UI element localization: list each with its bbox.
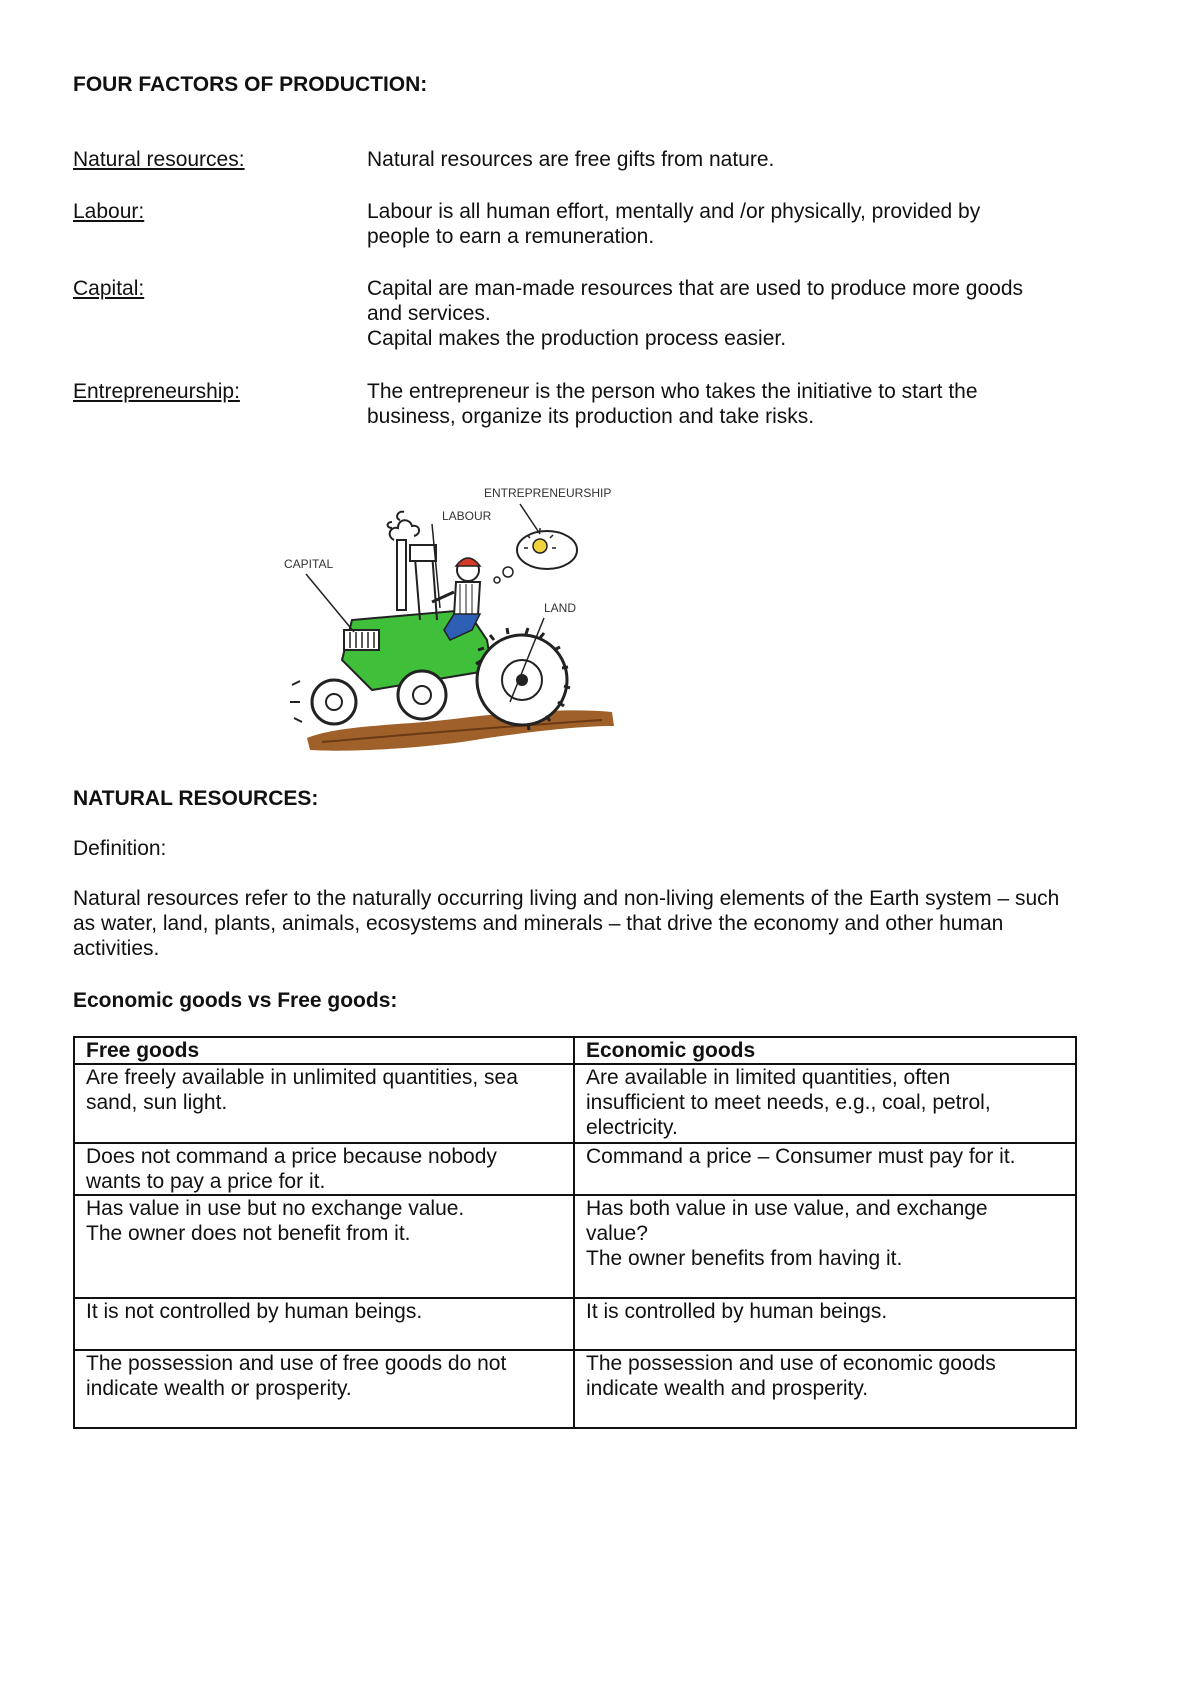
cell-line: wants to pay a price for it. — [86, 1170, 326, 1193]
natural-resources-heading: NATURAL RESOURCES: — [73, 787, 319, 810]
factor-term-natural-resources: Natural resources: — [73, 148, 245, 171]
cell-line: insufficient to meet needs, e.g., coal, petrol, — [586, 1091, 991, 1114]
cell-line: Has both value in use value, and exchange — [586, 1197, 988, 1220]
free-goods-cell — [74, 1064, 574, 1143]
factors-of-production-illustration — [282, 480, 622, 760]
factor-definition-entrepreneurship — [367, 379, 1087, 429]
economic-goods-cell — [574, 1143, 1076, 1195]
tractor-seat-frame — [412, 552, 437, 620]
tractor-front-wheel-hub — [326, 694, 342, 710]
cell-line: The possession and use of economic goods — [586, 1352, 996, 1375]
cell-line: Are available in limited quantities, often — [586, 1066, 951, 1089]
definition-line: Capital makes the production process easier. — [367, 327, 787, 350]
definition-line: Natural resources are free gifts from nature. — [367, 148, 775, 171]
cell-line: indicate wealth and prosperity. — [586, 1377, 869, 1400]
table-row — [74, 1143, 1076, 1195]
cell-line: The owner benefits from having it. — [586, 1247, 903, 1270]
definition-line: Capital are man-made resources that are used to produce more goods — [367, 277, 1024, 300]
definition-line: as water, land, plants, animals, ecosystems and minerals – that drive the economy and other human — [73, 912, 1004, 935]
table-row — [74, 1350, 1076, 1428]
capital-arrow — [306, 574, 354, 632]
thought-bubble-dot — [503, 567, 513, 577]
definition-line: Labour is all human effort, mentally and /or physically, provided by — [367, 200, 981, 223]
factor-term-entrepreneurship: Entrepreneurship: — [73, 380, 240, 403]
definition-line: activities. — [73, 937, 160, 960]
cell-line: Does not command a price because nobody — [86, 1145, 497, 1168]
label-entrepreneurship: ENTREPRENEURSHIP — [484, 486, 612, 500]
comparison-heading: Economic goods vs Free goods: — [73, 989, 398, 1012]
tractor-small-wheel-hub — [413, 686, 431, 704]
column-header-free-goods: Free goods — [74, 1037, 574, 1064]
factor-term-capital: Capital: — [73, 277, 145, 300]
thought-bubble — [517, 531, 577, 569]
cell-line: Has value in use but no exchange value. — [86, 1197, 465, 1220]
definition-label: Definition: — [73, 837, 167, 860]
label-capital: CAPITAL — [284, 557, 334, 571]
smoke-puffs — [388, 512, 420, 540]
goods-comparison-table — [73, 1036, 1077, 1429]
factor-definition-capital — [367, 276, 1087, 351]
table-row — [74, 1195, 1076, 1298]
cell-line: indicate wealth or prosperity. — [86, 1377, 352, 1400]
exhaust-pipe — [397, 540, 406, 610]
table-row — [74, 1064, 1076, 1143]
cell-line: electricity. — [586, 1116, 678, 1139]
economic-goods-cell — [574, 1064, 1076, 1143]
column-header-economic-goods: Economic goods — [574, 1037, 1076, 1064]
definition-line: people to earn a remuneration. — [367, 225, 655, 248]
cell-line: value? — [586, 1222, 648, 1245]
lightbulb-icon — [533, 539, 547, 553]
free-goods-cell — [74, 1195, 574, 1298]
cell-line: The owner does not benefit from it. — [86, 1222, 411, 1245]
motion-lines — [290, 681, 302, 722]
label-land: LAND — [544, 601, 577, 615]
thought-bubble-dot — [494, 577, 500, 583]
definition-line: and services. — [367, 302, 491, 325]
natural-resources-definition — [73, 886, 1133, 961]
factor-definition-labour — [367, 199, 1087, 249]
economic-goods-cell — [574, 1195, 1076, 1298]
free-goods-cell — [74, 1143, 574, 1195]
cell-line: It is controlled by human beings. — [586, 1300, 888, 1323]
free-goods-cell — [74, 1350, 574, 1428]
economic-goods-cell — [574, 1298, 1076, 1350]
label-labour: LABOUR — [442, 509, 492, 523]
farmer-torso — [454, 582, 480, 616]
definition-line: The entrepreneur is the person who takes the initiative to start the — [367, 380, 978, 403]
factor-term-labour: Labour: — [73, 200, 145, 223]
cell-line: Command a price – Consumer must pay for it. — [586, 1145, 1016, 1168]
table-row — [74, 1298, 1076, 1350]
table-header-row — [74, 1037, 1076, 1064]
tractor-top-box — [410, 545, 436, 561]
definition-line: business, organize its production and take risks. — [367, 405, 815, 428]
page-title: FOUR FACTORS OF PRODUCTION: — [73, 73, 428, 96]
cell-line: sand, sun light. — [86, 1091, 228, 1114]
farmer-hat — [456, 558, 480, 566]
free-goods-cell — [74, 1298, 574, 1350]
cell-line: The possession and use of free goods do not — [86, 1352, 507, 1375]
factor-definition-natural-resources — [367, 147, 1087, 172]
entrepreneurship-arrow — [520, 504, 540, 534]
economic-goods-cell — [574, 1350, 1076, 1428]
cell-line: Are freely available in unlimited quantities, sea — [86, 1066, 518, 1089]
cell-line: It is not controlled by human beings. — [86, 1300, 423, 1323]
definition-line: Natural resources refer to the naturally occurring living and non-living elements of the Earth system – such — [73, 887, 1060, 910]
